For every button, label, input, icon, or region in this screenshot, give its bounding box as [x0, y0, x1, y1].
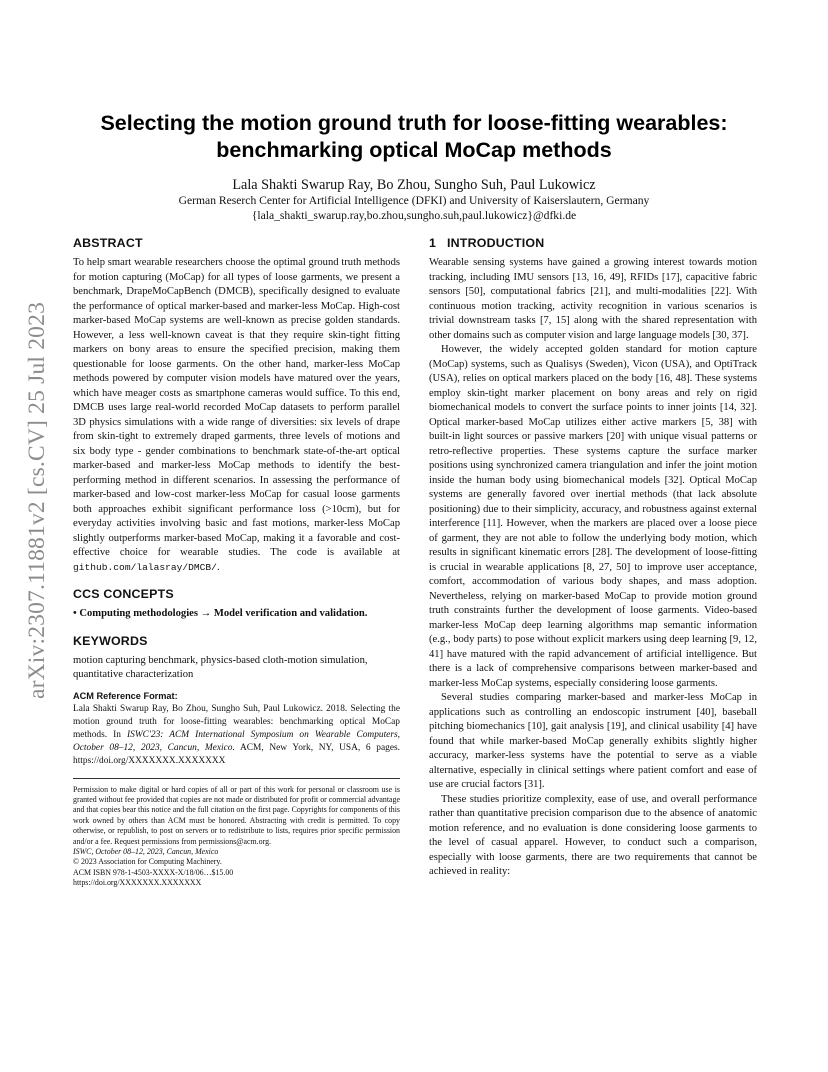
right-column	[429, 235, 757, 880]
abstract-body: To help smart wearable researchers choose the optimal ground truth methods for motion capturing (MoCap) for all types of loose garments, we present a benchmark, DrapeMoCapBench (DMCB), specifically designed to evaluate the performance of optical marker-based and marker-less MoCap. High-cost marker-based MoCap systems are well-known as precise golden standards. However, a less well-known caveat is that they require skin-tight fitting markers on bony areas to ensure the specified precision, making them questionable for loose garments. On the other hand, marker-less MoCap methods powered by computer vision models have matured over the years, which have meager costs as smartphone cameras would suffice. To this end, DMCB uses large real-world recorded MoCap datasets to perform parallel 3D physics simulations with a wide range of diversities: six levels of drape from skin-tight to extremely draped garments, three levels of motions and six body type - gender combinations to benchmark state-of-the-art optical marker-based and marker-less MoCap methods to identify the best-performing method in different scenarios. In assessing the performance of marker-based and low-cost marker-less MoCap for casual loose garments both approaches exhibit significant performance loss (>10cm), but for everyday activities involving basic and fast motions, marker-less MoCap slightly outperforms marker-based MoCap, making it a favorable and cost-effective choice for wearable studies. The code is available at	[73, 257, 400, 558]
permission-divider	[73, 778, 400, 779]
abstract-text	[73, 256, 400, 575]
intro-paragraph-1: Wearable sensing systems have gained a growing interest towards motion tracking, including IMU sensors [13, 16, 49], RFIDs [17], capacitive fabric sensors [50], computational fabrics [21], and multi-modalities [22]. With continuous motion tracking, activity recognition in various scenarios is trivial downstream tasks [7, 15] along with the shared representation with other domains such as computer vision and large language models [30, 37].	[429, 257, 757, 341]
arxiv-identifier	[14, 295, 62, 705]
paper-title	[60, 110, 768, 164]
ccs-concepts: • Computing methodologies → Model verification and validation.	[73, 608, 368, 619]
intro-paragraph-4: These studies prioritize complexity, ease of use, and overall performance rather than quantitative precision comparison due to the absence of anatomic motion reference, and no evaluation is done considering loose garments to the level of casual apparel. However, to conduct such a comparison, especially with loose garments, there are two requirements that cannot be achieved in reality:	[429, 793, 757, 877]
introduction-heading: 1 INTRODUCTION	[429, 236, 545, 250]
code-link[interactable]: github.com/lalasray/DMCB/	[73, 561, 217, 573]
intro-paragraph-2: However, the widely accepted golden standard for motion capture (MoCap) systems, such as Qualisys (Sweden), Vicon (USA), and OptiTrack (USA), relies on optical markers placed on the body [16, 48]. These systems employ skin-tight marker placement on bony areas and rely on rigid biomechanical models to convert the surface points to inner joints [14, 32]. Optical marker-based MoCap utilizes either active markers [5, 38] with built-in light sources or passive markers [20] with unique visual patterns or retro-reflective properties. These systems capture the surface marker positions using synchronized camera triangulation and infer the joint motion inside the human body using biomechanical models [32]. Optical MoCap systems are generally favored over inertial methods (that lack absolute positioning) due to their simplicity, accuracy, and robustness against external interference [11]. However, when the markers are placed over a loose piece of garment, they are not able to follow the underlying body motion, which results in significant kinematic errors [28]. The development of loose-fitting is crucial in wearable applications [8, 27, 50] to improve user acceptance, comfort, accommodation of various body shapes, and mass adoption. Nevertheless, relying on marker-based MoCap to provide motion ground truth constraints further the development of loose garments. Video-based marker-less MoCap deep learning algorithms map semantic information (e.g., body parts) to pose without explicit markers using deep learning [9, 12, 41] have matured with the rapid advancement of artificial intelligence. But there is a lack of comprehensive comparisons between marker-based and marker-less MoCap systems, especially considering loose garments.	[429, 344, 757, 689]
affiliation: German Reserch Center for Artificial Intelligence (DFKI) and University of Kaiserslautern, Germany	[178, 194, 650, 207]
acm-reference-text	[73, 703, 400, 768]
title-line-2: benchmarking optical MoCap methods	[216, 138, 612, 162]
acm-ref-authors: Lala Shakti Swarup Ray, Bo Zhou, Sungho Suh, Paul Lukowicz. 2018. Selecting the motion ground truth for loose-fitting wearables: benchmarking optical MoCap methods. In	[73, 703, 400, 740]
abstract-heading: ABSTRACT	[73, 236, 143, 250]
keywords-heading: KEYWORDS	[73, 633, 148, 648]
left-column	[73, 235, 400, 889]
acm-reference-heading: ACM Reference Format:	[73, 690, 178, 701]
copyright-line: © 2023 Association for Computing Machinery.	[73, 857, 222, 867]
acm-ref-publisher: ACM, New York, NY, USA, 6 pages. https://doi.org/XXXXXXX.XXXXXXX	[73, 742, 400, 766]
author-list: Lala Shakti Swarup Ray, Bo Zhou, Sungho Suh, Paul Lukowicz	[232, 177, 596, 193]
permission-notice: Permission to make digital or hard copies of all or part of this work for personal or classroom use is granted without fee provided that copies are not made or distributed for profit or commercial advantage and that copies bear this notice and the full citation on the first page. Copyrights for components of this work owned by others than ACM must be honored. Abstracting with credit is permitted. To copy otherwise, or republish, to post on servers or to redistribute to lists, requires prior specific permission and/or a fee. Request permissions from permissions@acm.org.	[73, 784, 400, 846]
doi-link[interactable]: https://doi.org/XXXXXXX.XXXXXXX	[73, 878, 202, 888]
title-line-1: Selecting the motion ground truth for loose-fitting wearables:	[100, 111, 728, 135]
arxiv-id-text: arXiv:2307.11881v2 [cs.CV] 25 Jul 2023	[24, 301, 51, 699]
keywords-text: motion capturing benchmark, physics-based cloth-motion simulation, quantitative characterization	[73, 654, 368, 680]
conference-info: ISWC, October 08–12, 2023, Cancun, Mexico	[73, 846, 219, 856]
author-emails: {lala_shakti_swarup.ray,bo.zhou,sungho.suh,paul.lukowicz}@dfki.de	[251, 209, 577, 222]
acm-ref-venue: ISWC'23: ACM International Symposium on Wearable Computers, October 08–12, 2023, Cancun, Mexico.	[73, 729, 400, 753]
affiliation-block	[60, 193, 768, 223]
intro-paragraph-3: Several studies comparing marker-based and marker-less MoCap in applications such as controlling an endoscopic instrument [40], baseball pitching biomechanics [10], gait analysis [19], and clinical usability [4] have found that while marker-based MoCap generally exhibits slightly higher accuracy, marker-less systems have the potential to serve as a viable alternative, especially in clinical settings where patient comfort and ease of use are crucial factors [31].	[429, 692, 757, 790]
abstract-end: .	[216, 561, 220, 573]
isbn-line: ACM ISBN 978-1-4503-XXXX-X/18/06…$15.00	[73, 867, 234, 877]
ccs-heading: CCS CONCEPTS	[73, 587, 174, 601]
